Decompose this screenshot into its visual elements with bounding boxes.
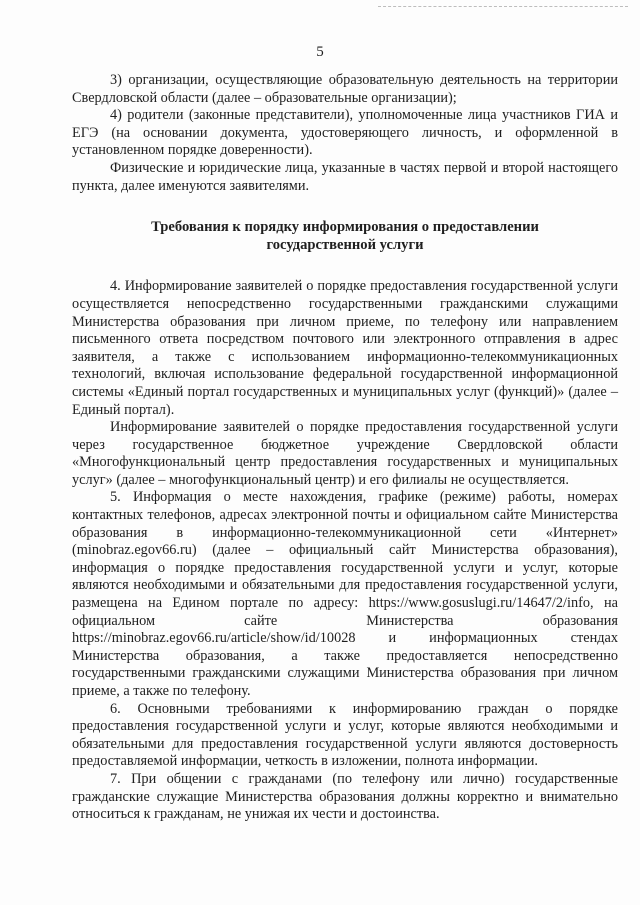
paragraph-5-location-info: 5. Информация о месте нахождения, графике (режиме) работы, номерах контактных телефонов, адресах электронной почты и официальном сайте Министерства образования в информационно-телекоммуникационной сети «Интернет» (minobraz.egov66.ru) (далее – официальный сайт Министерства образования), информация о порядке предоставления государственной услуги и услуг, которые являются необходимыми и обязательными для предоставления государственной услуги, размещена на Едином портале по адресу: https://www.gosuslugi.ru/14647/2/info, на официальном сайте Министерства образования https://minobraz.egov66.ru/article/show/id/10028 и информационных стендах Министерства образования, а также предоставляется непосредственно государственными гражданскими служащими Министерства образования при личном приеме, а также по телефону. <box>72 489 618 699</box>
section-heading-line-1: Требования к порядку информирования о предоставлении <box>151 219 539 236</box>
paragraph-mfc: Информирование заявителей о порядке предоставления государственной услуги через государственное бюджетное учреждение Свердловской области «Многофункциональный центр предоставления государственных и муниципальных услуг» (далее – многофункциональный центр) и его филиалы не осуществляется. <box>72 419 618 488</box>
paragraph-4-informing: 4. Информирование заявителей о порядке предоставления государственной услуги осуществляется непосредственно государственными гражданскими служащими Министерства образования при личном приеме, по телефону или направлением письменного ответа посредством почтового или электронного отправления в адрес заявителя, а также с использованием информационно-телекоммуникационных технологий, включая использование федеральной государственной информационной системы «Единый портал государственных и муниципальных услуг (функций)» (далее – Единый портал). <box>72 278 618 418</box>
paragraph-7-communication: 7. При общении с гражданами (по телефону или лично) государственные гражданские служащие Министерства образования должны корректно и внимательно относиться к гражданам, не унижая их чести и достоинства. <box>72 770 618 823</box>
paragraph-6-requirements: 6. Основными требованиями к информированию граждан о порядке предоставления государственной услуги и услуг, которые являются необходимыми и обязательными для предоставления государственной услуги являются достоверность предоставляемой информации, четкость в изложении, полнота информации. <box>72 700 618 770</box>
list-item-organizations: 3) организации, осуществляющие образовательную деятельность на территории Свердловской области (далее – образовательные организации); <box>72 72 618 106</box>
list-item-parents: 4) родители (законные представители), уполномоченные лица участников ГИА и ЕГЭ (на основании документа, удостоверяющего личность, и оформленной в установленном порядке доверенности). <box>72 107 618 159</box>
applicants-paragraph: Физические и юридические лица, указанные в частях первой и второй настоящего пункта, далее именуются заявителями. <box>72 159 618 194</box>
page-number: 5 <box>316 44 324 60</box>
section-heading-line-2: государственной услуги <box>266 236 424 253</box>
scan-edge-mark <box>378 6 628 7</box>
section-heading <box>72 219 618 254</box>
document-body <box>72 72 618 824</box>
